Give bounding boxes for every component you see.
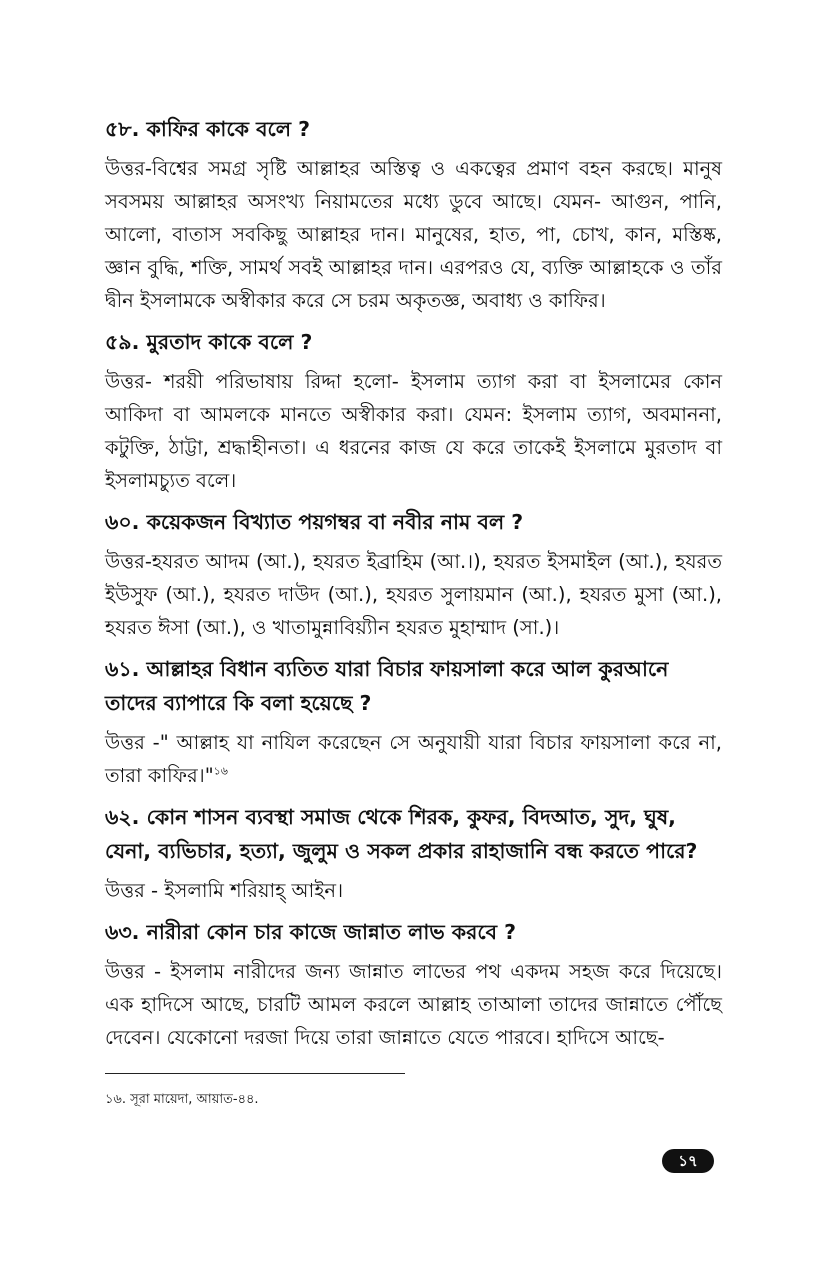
section-61	[105, 652, 722, 792]
question-heading: ৬১. আল্লাহর বিধান ব্যতিত যারা বিচার ফায়সালা করে আল কুরআনে তাদের ব্যাপারে কি বলা হয়েছে ?	[105, 657, 669, 715]
answer-text: উত্তর - ইসলামি শরিয়াহ্ আইন।	[105, 879, 344, 902]
section-63	[105, 915, 722, 1054]
page-body	[105, 112, 722, 1062]
answer-text: উত্তর-হযরত আদম (আ.), হযরত ইব্রাহিম (আ.।), হযরত ইসমাইল (আ.), হযরত ইউসুফ (আ.), হযরত দাউদ (আ.), হযরত সুলায়মান (আ.), হযরত মুসা (আ.), হযরত ঈসা (আ.), ও খাতামুন্নাবিয়্যীন হযরত মুহাম্মাদ (সা.)।	[105, 550, 722, 639]
answer-text: উত্তর-বিশ্বের সমগ্র সৃষ্টি আল্লাহর অস্তিত্ব ও একত্বের প্রমাণ বহন করছে। মানুষ সবসময় আল্লাহর অসংখ্য নিয়ামতের মধ্যে ডুবে আছে। যেমন- আগুন, পানি, আলো, বাতাস সবকিছু আল্লাহর দান। মানুষের, হাত, পা, চোখ, কান, মস্তিষ্ক, জ্ঞান বুদ্ধি, শক্তি, সামর্থ সবই আল্লাহর দান। এরপরও যে, ব্যক্তি আল্লাহকে ও তাঁর দ্বীন ইসলামকে অস্বীকার করে সে চরম অকৃতজ্ঞ, অবাধ্য ও কাফির।	[105, 157, 722, 312]
answer-text: উত্তর - ইসলাম নারীদের জন্য জান্নাত লাভের পথ একদম সহজ করে দিয়েছে। এক হাদিসে আছে, চারটি আমল করলে আল্লাহ তাআলা তাদের জান্নাতে পৌঁছে দেবেন। যেকোনো দরজা দিয়ে তারা জান্নাতে যেতে পারবে। হাদিসে আছে-	[105, 960, 722, 1049]
question-heading: ৬২. কোন শাসন ব্যবস্থা সমাজ থেকে শিরক, কুফর, বিদআত, সুদ, ঘুষ, যেনা, ব্যভিচার, হত্যা, জুলুম ও সকল প্রকার রাহাজানি বন্ধ করতে পারে?	[105, 805, 698, 863]
section-58	[105, 112, 722, 317]
footnote: ১৬. সূরা মায়েদা, আয়াত-৪৪.	[105, 1092, 259, 1107]
question-heading: ৫৯. মুরতাদ কাকে বলে ?	[105, 330, 313, 354]
footnote-reference[interactable]: ১৬	[213, 764, 228, 778]
section-62	[105, 800, 722, 907]
section-60	[105, 505, 722, 644]
page-number-badge: ১৭	[662, 1149, 714, 1173]
answer-text	[105, 726, 722, 792]
footnote-divider	[105, 1073, 405, 1074]
answer-text: উত্তর- শরয়ী পরিভাষায় রিদ্দা হলো- ইসলাম ত্যাগ করা বা ইসলামের কোন আকিদা বা আমলকে মানতে অস্বীকার করা। যেমন: ইসলাম ত্যাগ, অবমাননা, কটুক্তি, ঠাট্টা, শ্রদ্ধাহীনতা। এ ধরনের কাজ যে করে তাকেই ইসলামে মুরতাদ বা ইসলামচ্যুত বলে।	[105, 370, 722, 492]
question-heading: ৫৮. কাফির কাকে বলে ?	[105, 117, 311, 141]
answer-body: উত্তর -" আল্লাহ যা নাযিল করেছেন সে অনুযায়ী যারা বিচার ফায়সালা করে না, তারা কাফির।"	[105, 731, 722, 787]
question-heading: ৬০. কয়েকজন বিখ্যাত পয়গম্বর বা নবীর নাম বল ?	[105, 510, 524, 534]
section-59	[105, 325, 722, 497]
question-heading: ৬৩. নারীরা কোন চার কাজে জান্নাত লাভ করবে ?	[105, 920, 517, 944]
